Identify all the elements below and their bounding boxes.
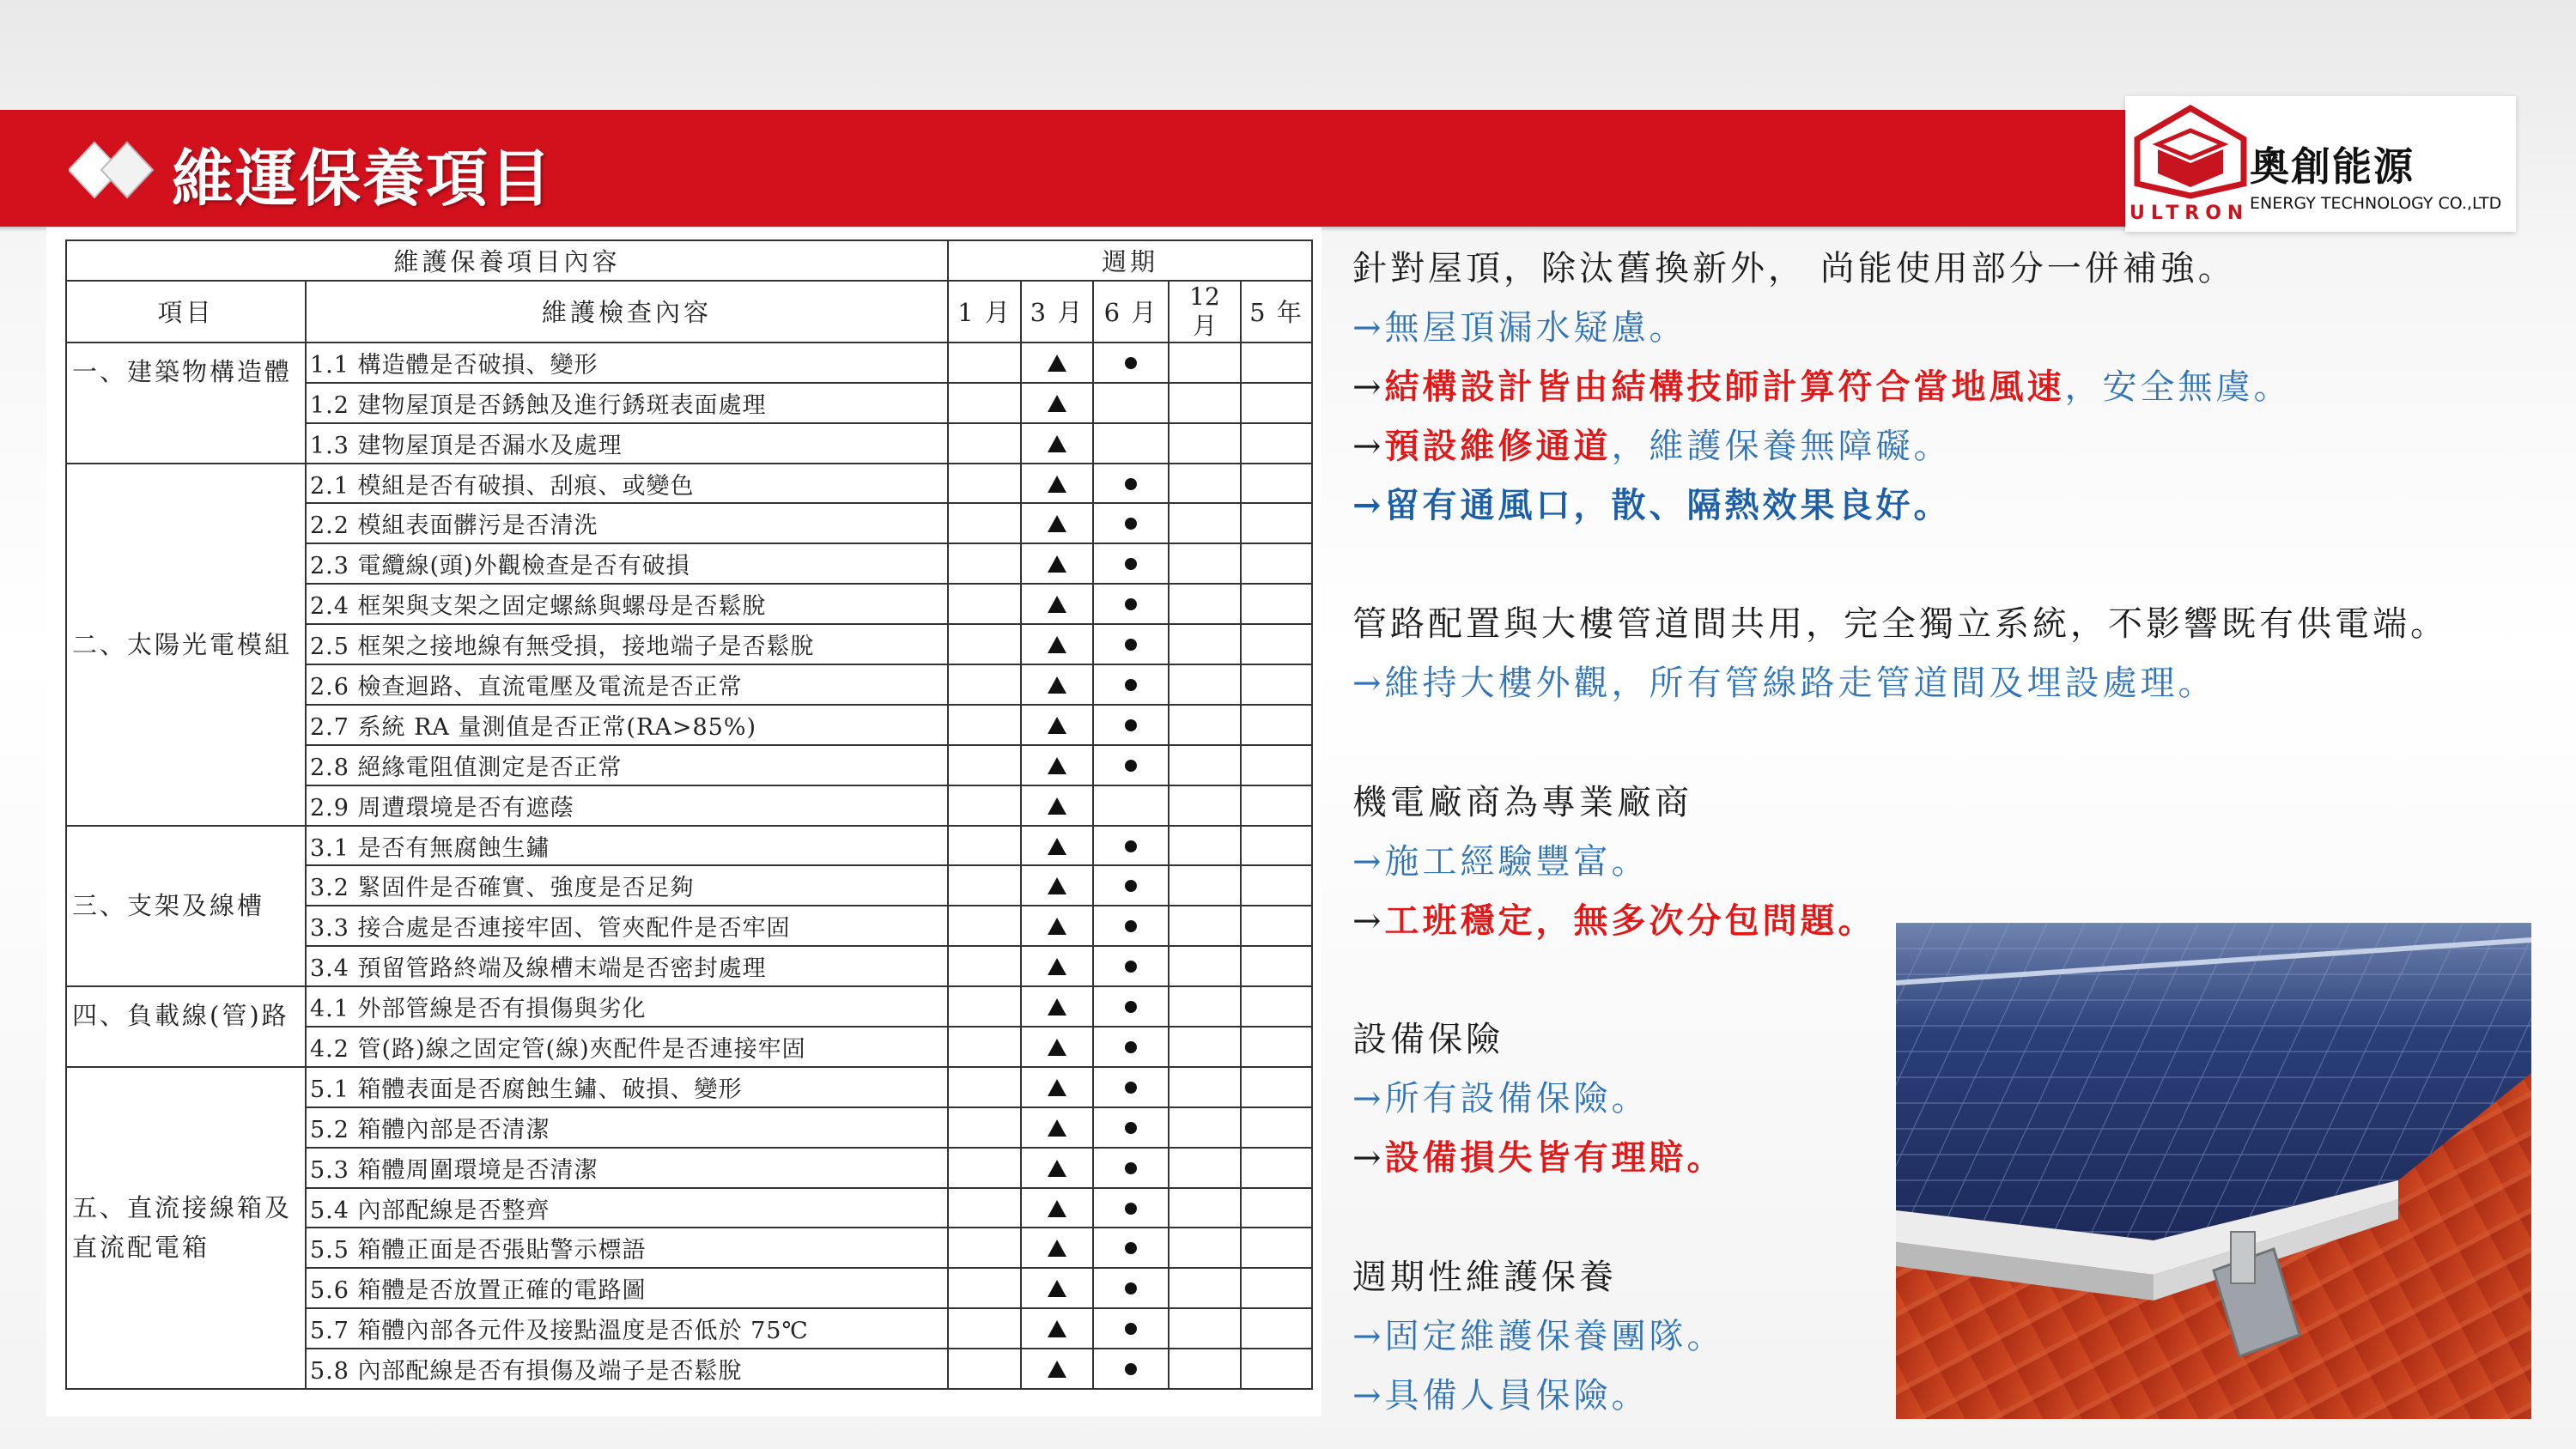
triangle-mark-icon [1048,958,1066,975]
piping-intro: 管路配置與大樓管道間共用，完全獨立系統，不影響既有供電端。 [1352,604,2448,644]
period-3m-cell [1021,1268,1093,1308]
period-6m-cell [1093,1107,1169,1148]
triangle-mark-icon [1048,797,1066,815]
period-5y-cell [1241,423,1312,464]
dot-mark-icon [1125,840,1137,852]
period-12m-cell [1169,543,1241,584]
period-3m-cell [1021,383,1093,423]
period-12m-cell [1169,1188,1241,1228]
insurance-note-2-emphasis: 設備損失皆有理賠。 [1384,1137,1725,1178]
period-1m-cell [948,1268,1021,1308]
check-item: 3.4 預留管路終端及線槽末端是否密封處理 [306,946,948,986]
period-6m-cell [1093,1349,1169,1389]
period-5y-cell [1241,1228,1312,1268]
piping-note-1: →維持大樓外觀，所有管線路走管道間及埋設處理。 [1352,664,2216,703]
arrow: → [1352,1138,1385,1178]
period-6m-cell [1093,785,1169,826]
period-5y-cell [1241,624,1312,664]
triangle-mark-icon [1048,1079,1066,1096]
period-12m-unit: 月 [1192,311,1217,340]
check-item: 1.1 構造體是否破損、變形 [306,343,948,383]
period-6m-cell [1093,1308,1169,1349]
dot-mark-icon [1125,598,1137,610]
period-5y-cell [1241,1308,1312,1349]
period-1m-cell [948,464,1021,504]
period-6m-cell [1093,1268,1169,1308]
check-item: 4.2 管(路)線之固定管(線)夾配件是否連接牢固 [306,1027,948,1067]
maintenance-note-2: →具備人員保險。 [1352,1376,1649,1416]
period-1m-cell [948,383,1021,423]
dot-mark-icon [1125,1041,1137,1053]
period-12m-number: 12 [1189,282,1220,311]
vendor-note-1: →施工經驗豐富。 [1352,842,1649,882]
check-item: 1.2 建物屋頂是否銹蝕及進行銹斑表面處理 [306,383,948,423]
period-12m-cell [1169,1148,1241,1188]
dot-mark-icon [1125,1162,1137,1174]
period-12m-cell [1169,1067,1241,1107]
period-12m-cell [1169,503,1241,543]
period-1m-cell [948,906,1021,946]
period-12m-cell [1169,705,1241,745]
period-5y-cell [1241,1107,1312,1148]
triangle-mark-icon [1048,717,1066,734]
dot-mark-icon [1125,760,1137,772]
period-1m-cell [948,785,1021,826]
triangle-mark-icon [1048,1119,1066,1137]
period-6m-cell [1093,664,1169,705]
dot-mark-icon [1125,518,1137,530]
dot-mark-icon [1125,679,1137,691]
logo-latin-text: ULTRON [2129,203,2250,224]
dot-mark-icon [1125,1001,1137,1013]
col-check-header: 維護檢查內容 [306,281,948,343]
period-5y-cell [1241,343,1312,383]
period-1m-cell [948,1148,1021,1188]
check-item: 5.3 箱體周圍環境是否清潔 [306,1148,948,1188]
period-12m-cell [1169,1308,1241,1349]
triangle-mark-icon [1048,1280,1066,1297]
dot-mark-icon [1125,880,1137,892]
period-3m-cell [1021,464,1093,504]
period-12m-cell [1169,383,1241,423]
roof-note-2 [1352,366,2292,409]
maintenance-intro: 週期性維護保養 [1352,1258,1617,1297]
period-1m-cell [948,343,1021,383]
triangle-mark-icon [1048,918,1066,935]
period-12m-cell [1169,664,1241,705]
period-12m-cell [1169,785,1241,826]
period-3m: 3 月 [1021,281,1093,343]
period-5y-cell [1241,986,1312,1027]
triangle-mark-icon [1048,757,1066,774]
period-3m-cell [1021,664,1093,705]
category-cell: 一、建築物構造體 [66,343,306,464]
period-6m-cell [1093,1067,1169,1107]
triangle-mark-icon [1048,476,1066,493]
period-3m-cell [1021,1349,1093,1389]
roof-note-2-emphasis: 結構設計皆由結構技師計算符合當地風速 [1384,367,2065,407]
arrow: → [1352,901,1385,941]
period-6m-cell [1093,986,1169,1027]
triangle-mark-icon [1048,395,1066,412]
dot-mark-icon [1125,1282,1137,1294]
period-6m-cell [1093,624,1169,664]
period-3m-cell [1021,1228,1093,1268]
period-1m-cell [948,986,1021,1027]
period-12m-cell [1169,826,1241,866]
check-item: 5.1 箱體表面是否腐蝕生鏽、破損、變形 [306,1067,948,1107]
category-cell: 二、太陽光電模組 [66,464,306,826]
category-cell: 五、直流接線箱及直流配電箱 [66,1067,306,1389]
period-6m-cell [1093,826,1169,866]
dot-mark-icon [1125,961,1137,973]
check-item: 5.5 箱體正面是否張貼警示標語 [306,1228,948,1268]
check-item: 2.5 框架之接地線有無受損，接地端子是否鬆脫 [306,624,948,664]
period-1m-cell [948,543,1021,584]
roof-note-3-emphasis: 預設維修通道 [1384,426,1612,466]
period-3m-cell [1021,584,1093,624]
period-12m-cell [1169,1268,1241,1308]
table-row [66,1067,1312,1107]
period-1m-cell [948,1349,1021,1389]
check-item: 2.3 電纜線(頭)外觀檢查是否有破損 [306,543,948,584]
period-3m-cell [1021,986,1093,1027]
period-1m-cell [948,1188,1021,1228]
triangle-mark-icon [1048,636,1066,653]
check-item: 2.4 框架與支架之固定螺絲與螺母是否鬆脫 [306,584,948,624]
check-item: 3.3 接合處是否連接牢固、管夾配件是否牢固 [306,906,948,946]
period-12m-cell [1169,1349,1241,1389]
triangle-mark-icon [1048,515,1066,532]
period-1m-cell [948,584,1021,624]
period-1m-cell [948,1228,1021,1268]
period-5y-cell [1241,543,1312,584]
check-item: 5.2 箱體內部是否清潔 [306,1107,948,1148]
arrow: → [1352,367,1385,407]
dot-mark-icon [1125,639,1137,651]
period-1m-cell [948,865,1021,906]
check-item: 5.8 內部配線是否有損傷及端子是否鬆脫 [306,1349,948,1389]
table-row [66,826,1312,866]
period-12m-cell [1169,423,1241,464]
period-6m-cell [1093,946,1169,986]
period-6m-cell [1093,543,1169,584]
period-3m-cell [1021,865,1093,906]
period-5y-cell [1241,1349,1312,1389]
period-3m-cell [1021,705,1093,745]
vendor-note-2 [1352,900,1876,943]
dot-mark-icon [1125,719,1137,731]
roof-note-3-rest: ，維護保養無障礙。 [1611,427,1952,466]
period-5y-cell [1241,906,1312,946]
dot-mark-icon [1125,1122,1137,1134]
period-5y-cell [1241,464,1312,504]
table-row [66,464,1312,504]
period-1m-cell [948,1067,1021,1107]
period-3m-cell [1021,946,1093,986]
period-3m-cell [1021,1107,1093,1148]
period-5y-cell [1241,664,1312,705]
triangle-mark-icon [1048,435,1066,452]
period-1m-cell [948,664,1021,705]
period-1m: 1 月 [948,281,1021,343]
period-5y-cell [1241,705,1312,745]
period-3m-cell [1021,1188,1093,1228]
check-item: 2.1 模組是否有破損、刮痕、或變色 [306,464,948,504]
col-item-header: 項目 [66,281,306,343]
triangle-mark-icon [1048,1039,1066,1056]
dot-mark-icon [1125,478,1137,490]
period-5y-cell [1241,503,1312,543]
period-5y-cell [1241,1027,1312,1067]
period-1m-cell [948,1107,1021,1148]
period-1m-cell [948,1308,1021,1349]
period-6m: 6 月 [1093,281,1169,343]
period-12m [1169,281,1241,343]
maintenance-table [65,239,1313,1390]
triangle-mark-icon [1048,1361,1066,1378]
period-6m-cell [1093,1148,1169,1188]
check-item: 2.9 周遭環境是否有遮蔭 [306,785,948,826]
insurance-intro: 設備保險 [1352,1020,1504,1059]
category-cell: 三、支架及線槽 [66,826,306,987]
vendor-note-2-emphasis: 工班穩定，無多次分包問題。 [1384,900,1876,941]
period-5y-cell [1241,1067,1312,1107]
period-6m-cell [1093,503,1169,543]
category-cell: 四、負載線(管)路 [66,986,306,1067]
triangle-mark-icon [1048,1200,1066,1217]
dot-mark-icon [1125,920,1137,932]
triangle-mark-icon [1048,1160,1066,1177]
period-3m-cell [1021,826,1093,866]
period-12m-cell [1169,1228,1241,1268]
period-6m-cell [1093,1228,1169,1268]
dot-mark-icon [1125,1323,1137,1335]
period-12m-cell [1169,1107,1241,1148]
period-3m-cell [1021,624,1093,664]
roof-note-1: →無屋頂漏水疑慮。 [1352,308,1687,348]
table-row [66,343,1312,383]
dot-mark-icon [1125,1203,1137,1215]
solar-panel-photo [1896,923,2531,1419]
triangle-mark-icon [1048,676,1066,694]
period-12m-cell [1169,624,1241,664]
check-item: 4.1 外部管線是否有損傷與劣化 [306,986,948,1027]
period-12m-cell [1169,1027,1241,1067]
period-6m-cell [1093,584,1169,624]
triangle-mark-icon [1048,838,1066,855]
period-6m-cell [1093,1027,1169,1067]
period-3m-cell [1021,745,1093,785]
check-item: 2.6 檢查迴路、直流電壓及電流是否正常 [306,664,948,705]
period-5y-cell [1241,745,1312,785]
period-12m-cell [1169,906,1241,946]
period-12m-cell [1169,865,1241,906]
period-12m-cell [1169,745,1241,785]
period-1m-cell [948,503,1021,543]
period-5y: 5 年 [1241,281,1312,343]
period-5y-cell [1241,826,1312,866]
period-6m-cell [1093,343,1169,383]
dot-mark-icon [1125,1363,1137,1375]
check-item: 1.3 建物屋頂是否漏水及處理 [306,423,948,464]
period-1m-cell [948,624,1021,664]
period-12m-cell [1169,986,1241,1027]
period-3m-cell [1021,1148,1093,1188]
period-3m-cell [1021,423,1093,464]
ultron-logo-icon [2134,105,2247,199]
maintenance-table-panel [46,227,1321,1416]
check-item: 5.7 箱體內部各元件及接點溫度是否低於 75℃ [306,1308,948,1349]
logo-company-name: 奧創能源 [2250,143,2415,190]
period-5y-cell [1241,1148,1312,1188]
check-item: 5.4 內部配線是否整齊 [306,1188,948,1228]
period-1m-cell [948,1027,1021,1067]
period-12m-cell [1169,584,1241,624]
period-5y-cell [1241,383,1312,423]
period-5y-cell [1241,1188,1312,1228]
triangle-mark-icon [1048,998,1066,1016]
maintenance-note-1: →固定維護保養團隊。 [1352,1317,1725,1356]
check-item: 2.7 系統 RA 量測值是否正常(RA>85%) [306,705,948,745]
check-item: 2.8 絕緣電阻值測定是否正常 [306,745,948,785]
check-item: 2.2 模組表面髒污是否清洗 [306,503,948,543]
triangle-mark-icon [1048,877,1066,894]
header-period: 週期 [948,240,1312,281]
period-1m-cell [948,946,1021,986]
insurance-note-1: →所有設備保險。 [1352,1079,1649,1119]
insurance-note-2 [1352,1137,1725,1179]
check-item: 3.2 緊固件是否確實、強度是否足夠 [306,865,948,906]
triangle-mark-icon [1048,596,1066,613]
period-5y-cell [1241,865,1312,906]
check-item: 5.6 箱體是否放置正確的電路圖 [306,1268,948,1308]
period-6m-cell [1093,464,1169,504]
period-6m-cell [1093,1188,1169,1228]
roof-intro: 針對屋頂，除汰舊換新外， 尚能使用部分一併補強。 [1352,249,2236,288]
period-3m-cell [1021,1308,1093,1349]
period-5y-cell [1241,1268,1312,1308]
dot-mark-icon [1125,1082,1137,1094]
triangle-mark-icon [1048,1240,1066,1257]
period-3m-cell [1021,543,1093,584]
period-6m-cell [1093,906,1169,946]
period-12m-cell [1169,946,1241,986]
arrow: → [1352,427,1385,466]
period-1m-cell [948,423,1021,464]
period-1m-cell [948,705,1021,745]
roof-note-2-rest: ，安全無虞。 [2064,367,2292,407]
period-6m-cell [1093,705,1169,745]
period-1m-cell [948,745,1021,785]
period-6m-cell [1093,745,1169,785]
check-item: 3.1 是否有無腐蝕生鏽 [306,826,948,866]
period-3m-cell [1021,906,1093,946]
table-row [66,986,1312,1027]
roof-note-3 [1352,425,1952,468]
dot-mark-icon [1125,1242,1137,1254]
period-5y-cell [1241,946,1312,986]
triangle-mark-icon [1048,355,1066,372]
period-3m-cell [1021,503,1093,543]
triangle-mark-icon [1048,1320,1066,1337]
period-12m-cell [1169,343,1241,383]
dot-mark-icon [1125,558,1137,570]
period-6m-cell [1093,865,1169,906]
logo-company-english: ENERGY TECHNOLOGY CO.,LTD [2250,194,2502,213]
period-3m-cell [1021,343,1093,383]
period-6m-cell [1093,383,1169,423]
vendor-intro: 機電廠商為專業廠商 [1352,783,1692,822]
page-title: 維運保養項目 [172,142,554,215]
period-3m-cell [1021,785,1093,826]
header-content: 維護保養項目內容 [66,240,948,281]
period-3m-cell [1021,1027,1093,1067]
period-5y-cell [1241,785,1312,826]
period-12m-cell [1169,464,1241,504]
diamond-bullet-icon [69,136,163,204]
period-5y-cell [1241,584,1312,624]
period-6m-cell [1093,423,1169,464]
dot-mark-icon [1125,357,1137,369]
period-1m-cell [948,826,1021,866]
period-3m-cell [1021,1067,1093,1107]
roof-note-4: →留有通風口，散、隔熱效果良好。 [1352,485,1952,525]
triangle-mark-icon [1048,555,1066,573]
